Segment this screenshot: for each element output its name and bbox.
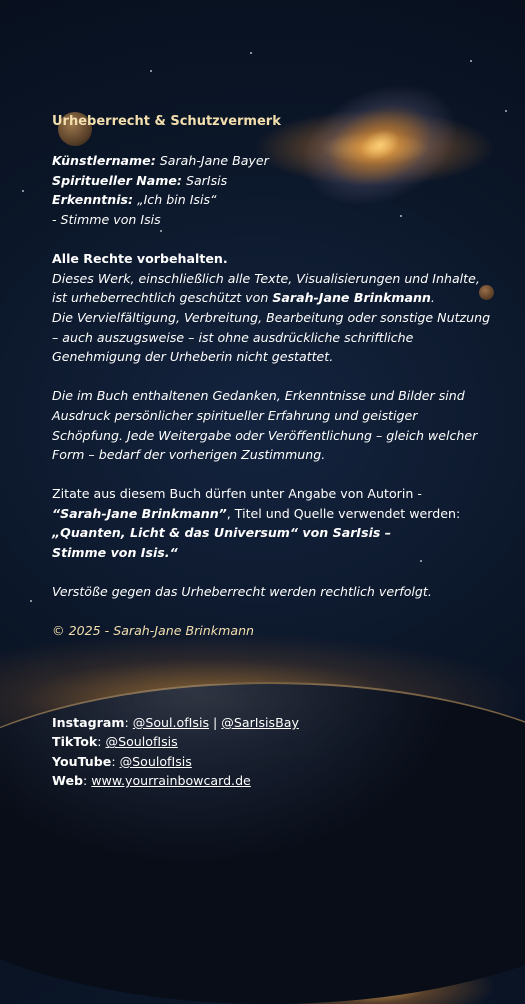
spiritual-name-value: SarIsis bbox=[181, 172, 228, 188]
quotes-text: , Titel und Quelle verwendet werden: bbox=[226, 505, 461, 521]
rights-line: Dieses Werk, einschließlich alle Texte, Visualisierungen und Inhalte, bbox=[52, 270, 480, 286]
instagram-link-soul[interactable]: @Soul.ofIsis bbox=[132, 715, 210, 730]
instagram-label: Instagram bbox=[52, 715, 125, 730]
rights-heading: Alle Rechte vorbehalten. bbox=[52, 251, 228, 267]
star bbox=[150, 70, 152, 72]
rights-line: Die Vervielfältigung, Verbreitung, Bearbeitung oder sonstige Nutzung bbox=[52, 309, 491, 325]
rights-line: – auch auszugsweise – ist ohne ausdrückliche schriftliche bbox=[52, 329, 414, 345]
copyright-notice bbox=[52, 112, 492, 641]
tiktok-link[interactable]: @SoulofIsis bbox=[105, 734, 178, 750]
separator: | bbox=[209, 715, 222, 730]
spiritual-name-label: Spiritueller Name: bbox=[52, 172, 182, 188]
rights-line bbox=[52, 288, 492, 308]
author-name: Sarah-Jane Brinkmann bbox=[272, 290, 431, 306]
rights-line: Genehmigung der Urheberin nicht gestattet. bbox=[52, 349, 334, 365]
quotes-line bbox=[52, 504, 492, 524]
thoughts-line: Die im Buch enthaltenen Gedanken, Erkenntnisse und Bilder sind bbox=[52, 388, 465, 404]
thoughts-line: Form – bedarf der vorherigen Zustimmung. bbox=[52, 447, 326, 463]
identity-block bbox=[52, 151, 492, 229]
thoughts-line: Schöpfung. Jede Weitergabe oder Veröffentlichung – gleich welcher bbox=[52, 427, 478, 443]
youtube-link[interactable]: @SoulofIsis bbox=[119, 753, 192, 769]
star bbox=[22, 190, 24, 192]
quoted-author: “Sarah-Jane Brinkmann” bbox=[52, 505, 227, 521]
thoughts-block bbox=[52, 386, 492, 464]
voice-line: - Stimme von Isis bbox=[52, 211, 161, 227]
tiktok-label: TikTok bbox=[52, 734, 98, 750]
insight-label: Erkenntnis: bbox=[52, 192, 134, 208]
star bbox=[30, 600, 32, 602]
rights-block bbox=[52, 249, 492, 367]
artist-name-label: Künstlername: bbox=[52, 153, 156, 169]
colon: : bbox=[124, 715, 133, 730]
insight-line bbox=[52, 190, 492, 210]
book-title: „Quanten, Licht & das Universum“ von SarIsis – bbox=[52, 525, 392, 541]
tiktok-row bbox=[52, 732, 492, 751]
quotes-line: Zitate aus diesem Buch dürfen unter Angabe von Autorin - bbox=[52, 486, 422, 502]
rights-text: ist urheberrechtlich geschützt von bbox=[52, 290, 273, 306]
web-label: Web bbox=[52, 773, 83, 789]
social-links bbox=[52, 713, 492, 791]
youtube-label: YouTube bbox=[52, 753, 112, 769]
instagram-row bbox=[52, 713, 492, 732]
colon: : bbox=[97, 734, 106, 750]
artist-name-line bbox=[52, 151, 492, 171]
quotes-block bbox=[52, 484, 492, 562]
star bbox=[250, 52, 252, 54]
copyright-line: © 2025 - Sarah-Jane Brinkmann bbox=[52, 623, 255, 639]
book-subtitle: Stimme von Isis.“ bbox=[52, 545, 178, 561]
web-link[interactable]: www.yourrainbowcard.de bbox=[91, 773, 251, 789]
rights-text: . bbox=[430, 290, 435, 306]
colon: : bbox=[111, 753, 120, 769]
artist-name-value: Sarah-Jane Bayer bbox=[155, 153, 269, 169]
star bbox=[470, 60, 472, 62]
web-row bbox=[52, 771, 492, 790]
youtube-row bbox=[52, 752, 492, 771]
spiritual-name-line bbox=[52, 171, 492, 191]
insight-value: „Ich bin Isis“ bbox=[133, 192, 217, 208]
thoughts-line: Ausdruck persönlicher spiritueller Erfahrung und geistiger bbox=[52, 407, 418, 423]
star bbox=[505, 110, 507, 112]
page-title: Urheberrecht & Schutzvermerk bbox=[52, 114, 281, 129]
colon: : bbox=[83, 773, 92, 789]
violations-notice: Verstöße gegen das Urheberrecht werden rechtlich verfolgt. bbox=[52, 584, 432, 600]
instagram-link-sarisis[interactable]: @SarIsisBay bbox=[221, 715, 299, 730]
